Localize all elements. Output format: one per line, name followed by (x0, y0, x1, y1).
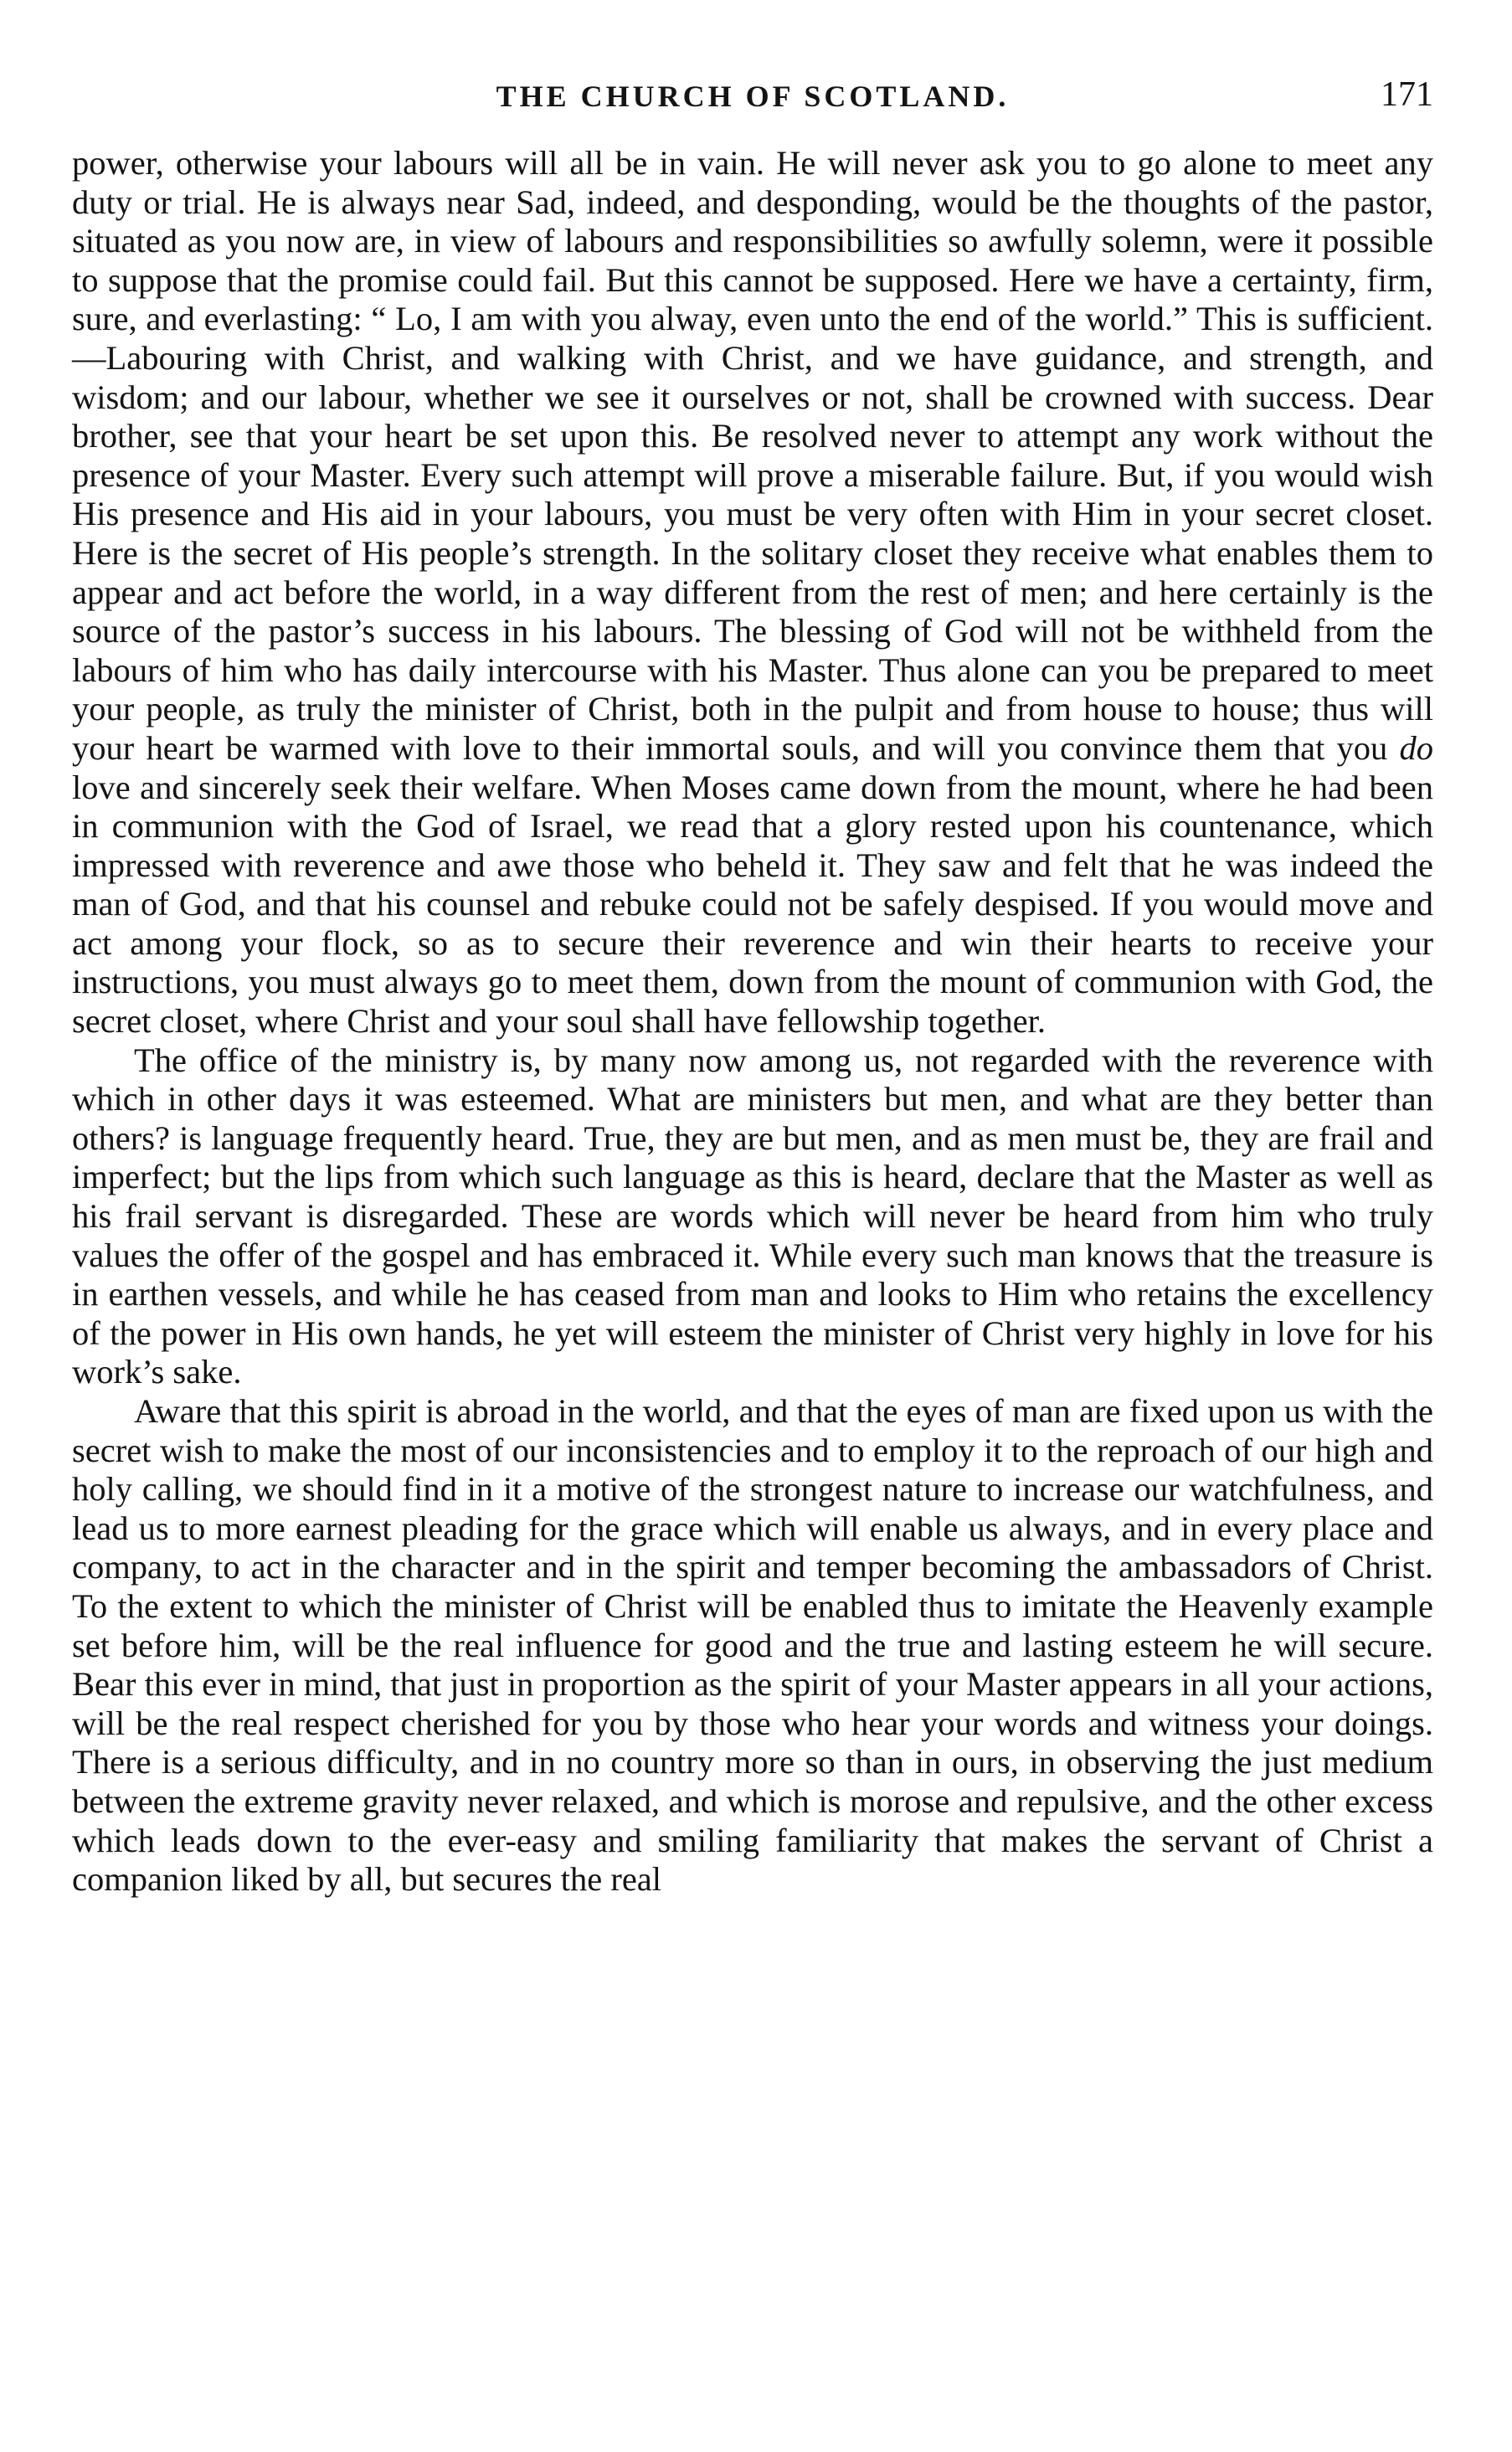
paragraph-text: power, otherwise your labours will all be in vain. He will never ask you to go alone to meet any duty or trial. He is always near Sad, indeed, and desponding, would be the thoughts of the pastor, situated as you now are, in view of labours and responsibilities so awfully solemn, were it possible to suppose that the promise could fail. But this cannot be supposed. Here we have a certainty, firm, sure, and everlasting: “ Lo, I am with you alway, even unto the end of the world.” This is sufficient.—Labouring with Christ, and walking with Christ, and we have guidance, and strength, and wisdom; and our labour, whether we see it ourselves or not, shall be crowned with success. Dear brother, see that your heart be set upon this. Be resolved never to attempt any work without the presence of your Master. Every such attempt will prove a miserable failure. But, if you would wish His presence and His aid in your labours, you must be very often with Him in your secret closet. Here is the secret of His people’s strength. In the solitary closet they receive what enables them to appear and act before the world, in a way different from the rest of men; and here certainly is the source of the pastor’s success in his labours. The blessing of God will not be withheld from the labours of him who has daily intercourse with his Master. Thus alone can you be prepared to meet your people, as truly the minister of Christ, both in the pulpit and from house to house; thus will your heart be warmed with love to their immortal souls, and will you convince them that you (72, 144, 1433, 767)
page-header (72, 75, 1433, 134)
paragraph-text: love and sincerely seek their welfare. When Moses came down from the mount, where he had been in communion with the God of Israel, we read that a glory rested upon his countenance, which impressed with reverence and awe those who beheld it. They saw and felt that he was indeed the man of God, and that his counsel and rebuke could not be safely despised. If you would move and act among your flock, so as to secure their reverence and win their hearts to receive your instructions, you must always go to meet them, down from the mount of communion with God, the secret closet, where Christ and your soul shall have fellowship together. (72, 768, 1433, 1041)
paragraph-continuation (72, 144, 1433, 1041)
page-number: 171 (1381, 75, 1433, 114)
running-title: THE CHURCH OF SCOTLAND. (496, 80, 1010, 113)
italic-emphasis: do (1399, 728, 1433, 767)
paragraph-watchfulness: Aware that this spirit is abroad in the world, and that the eyes of man are fixed upon us with the secret wish to make the most of our inconsistencies and to employ it to the reproach of our high and holy calling, we should find in it a motive of the strongest nature to increase our watchfulness, and lead us to more earnest pleading for the grace which will enable us always, and in every place and company, to act in the character and in the spirit and temper becoming the ambassadors of Christ. To the extent to which the minister of Christ will be enabled thus to imitate the Heavenly example set before him, will be the real influence for good and the true and lasting esteem he will secure. Bear this ever in mind, that just in proportion as the spirit of your Master appears in all your actions, will be the real respect cherished for you by those who hear your words and witness your doings. There is a serious difficulty, and in no country more so than in ours, in observing the just medium between the extreme gravity never relaxed, and which is morose and repulsive, and the other excess which leads down to the ever-easy and smiling familiarity that makes the servant of Christ a companion liked by all, but secures the real (72, 1392, 1433, 1899)
book-page (72, 75, 1433, 2403)
body-text (72, 144, 1433, 1899)
paragraph-ministry-office: The office of the ministry is, by many now among us, not regarded with the reverence with which in other days it was esteemed. What are ministers but men, and what are they better than others? is language frequently heard. True, they are but men, and as men must be, they are frail and imperfect; but the lips from which such language as this is heard, declare that the Master as well as his frail servant is disregarded. These are words which will never be heard from him who truly values the offer of the gospel and has embraced it. While every such man knows that the treasure is in earthen vessels, and while he has ceased from man and looks to Him who retains the excellency of the power in His own hands, he yet will esteem the minister of Christ very highly in love for his work’s sake. (72, 1041, 1433, 1391)
